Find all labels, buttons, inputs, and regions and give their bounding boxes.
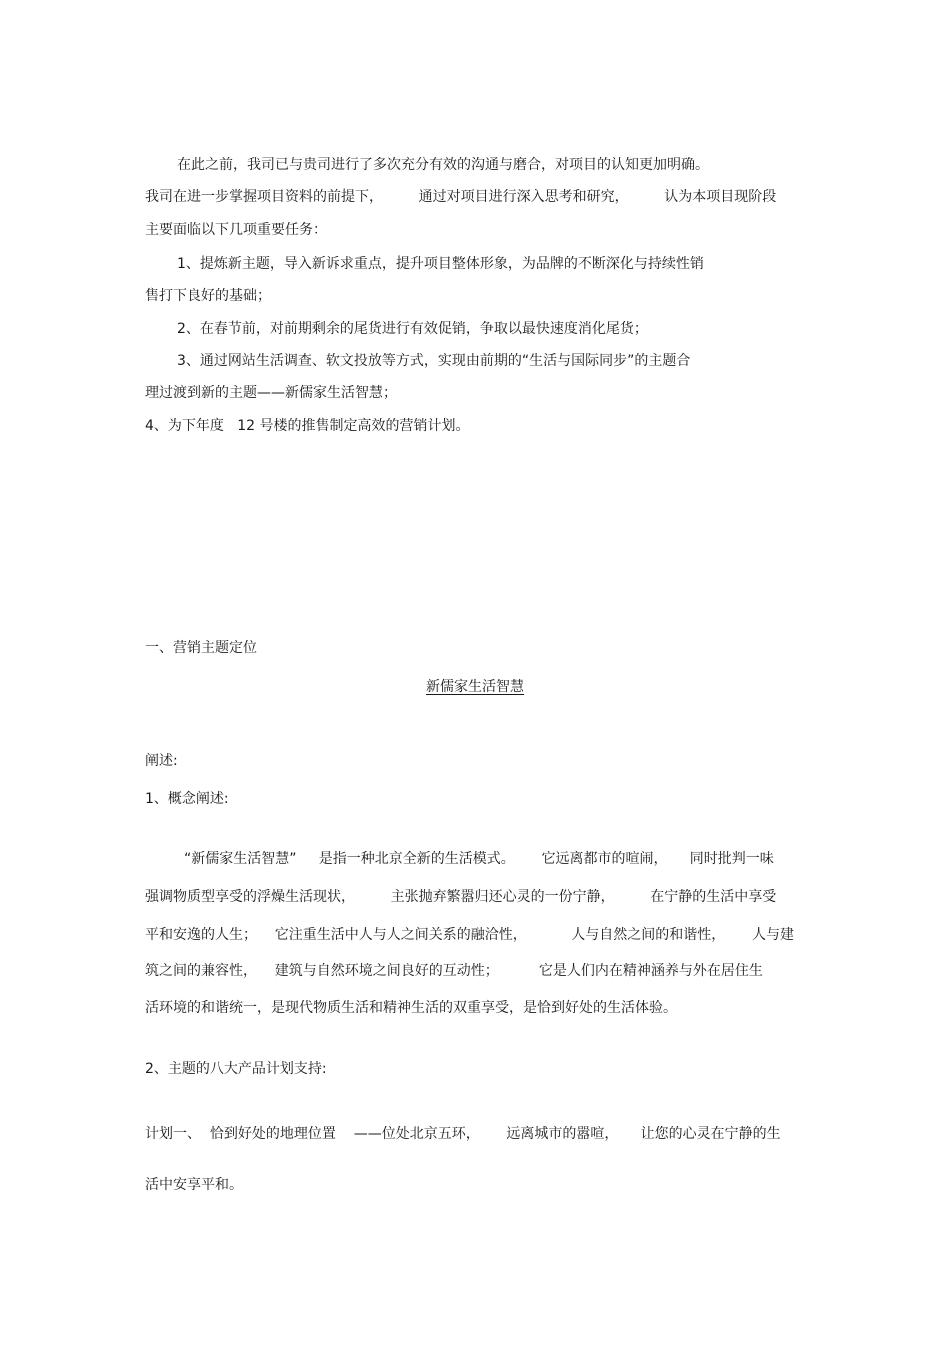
task-3-line-2: 理过渡到新的主题——新儒家生活智慧； (145, 385, 397, 401)
intro-line-2: 我司在进一步掌握项目资料的前提下， 通过对项目进行深入思考和研究， 认为本项目现阶段 (145, 189, 777, 205)
task-3-line-1: 3、通过网站生活调查、软文投放等方式，实现由前期的“生活与国际同步”的主题合 (177, 353, 691, 369)
concept-line-3: 平和安逸的人生； 它注重生活中人与人之间关系的融洽性， 人与自然之间的和谐性， 人与建 (145, 927, 795, 943)
section-heading: 一、营销主题定位 (145, 640, 257, 656)
intro-line-3: 主要面临以下几项重要任务： (145, 222, 327, 238)
concept-line-2: 强调物质型享受的浮燥生活现状， 主张抛弃繁嚣归还心灵的一份宁静， 在宁静的生活中享受 (145, 889, 777, 905)
theme-title-text: 新儒家生活智慧 (426, 679, 524, 695)
intro-line-1: 在此之前，我司已与贵司进行了多次充分有效的沟通与磨合，对项目的认知更加明确。 (177, 157, 709, 173)
task-4-line: 4、为下年度 12 号楼的推售制定高效的营销计划。 (145, 418, 470, 434)
concept-line-1: “新儒家生活智慧” 是指一种北京全新的生活模式。 它远离都市的喧闹， 同时批判一味 (184, 851, 774, 867)
task-1-line-1: 1、提炼新主题，导入新诉求重点，提升项目整体形象，为品牌的不断深化与持续性销 (177, 256, 704, 272)
task-1-line-2: 售打下良好的基础； (145, 288, 271, 304)
plan-1-line-2: 活中安享平和。 (145, 1177, 243, 1193)
theme-title (0, 678, 950, 696)
task-2-line: 2、在春节前，对前期剩余的尾货进行有效促销，争取以最快速度消化尾货； (177, 321, 648, 337)
support-heading: 2、主题的八大产品计划支持: (145, 1061, 327, 1077)
concept-line-4: 筑之间的兼容性， 建筑与自然环境之间良好的互动性； 它是人们内在精神涵养与外在居住生 (145, 963, 763, 979)
concept-heading: 1、概念阐述: (145, 791, 229, 807)
plan-1-line-1: 计划一、 恰到好处的地理位置 ——位处北京五环， 远离城市的嚣喧， 让您的心灵在宁静的生 (145, 1126, 781, 1142)
concept-line-5: 活环境的和谐统一，是现代物质生活和精神生活的双重享受，是恰到好处的生活体验。 (145, 1000, 677, 1016)
elaboration-label: 阐述: (145, 753, 178, 769)
